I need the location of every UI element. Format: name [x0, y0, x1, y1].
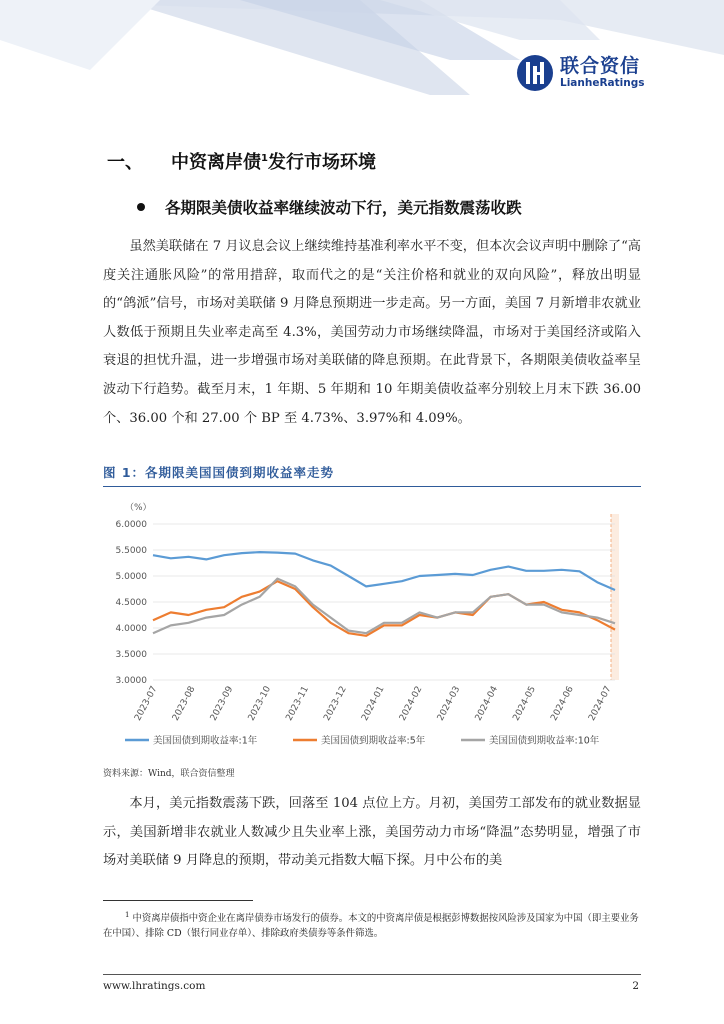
footer-rule: [103, 974, 641, 975]
x-tick-label: 2024-06: [549, 684, 576, 723]
y-tick-label: 4.0000: [115, 624, 147, 634]
y-tick-label: 5.5000: [115, 546, 147, 556]
figure-source: 资料来源：Wind，联合资信整理: [103, 769, 235, 779]
paragraph-text: 虽然美联储在 7 月议息会议上继续维持基准利率水平不变，但本次会议声明中删除了“高度关注通胀风险”的常用措辞，取而代之的是“关注价格和就业的双向风险”，释放出明显的“鸽派”信号，市场对美联储 9 月降息预期进一步走高。另一方面，美国 7 月新增非农就业人数低于预期且失业率走高至 4.3%，美国劳动力市场继续降温，市场对于美国经济或陷入衰退的担忧升温，进一步增强市场对美联储的降息预期。在此背景下，各期限美债收益率呈波动下行趋势。截至月末，1 年期、5 年期和 10 年期美债收益率分别较上月末下跌 36.00 个、36.00 个和 27.00 个 BP 至 4.73%、3.97%和 4.09%。: [103, 239, 641, 426]
x-tick-label: 2023-07: [133, 684, 160, 723]
legend-label-1: 美国国债到期收益率:1年: [153, 735, 258, 747]
x-tick-label: 2023-11: [284, 684, 311, 723]
y-tick-label: 6.0000: [115, 520, 147, 530]
footnote: [103, 908, 641, 941]
y-axis-label: （%）: [125, 503, 152, 513]
section-number: 一、: [107, 152, 143, 173]
footnote-rule: [103, 900, 253, 901]
section-title: 中资离岸债: [171, 152, 261, 173]
x-tick-label: 2024-01: [360, 684, 387, 723]
yield-line-chart: [103, 492, 641, 752]
figure-title-rule: [103, 486, 641, 487]
bullet-icon: [137, 203, 145, 211]
subsection-heading: [137, 196, 522, 218]
x-tick-label: 2023-12: [322, 684, 349, 723]
y-tick-label: 5.0000: [115, 572, 147, 582]
body-paragraph-2: [103, 790, 641, 876]
series-line-1: [153, 552, 615, 590]
footnote-mark: 1: [125, 911, 130, 919]
y-tick-label: 3.0000: [115, 676, 147, 686]
highlight-band: [611, 514, 619, 680]
x-tick-label: 2024-05: [511, 684, 538, 723]
x-tick-label: 2024-02: [397, 684, 425, 723]
company-logo: [516, 54, 644, 92]
logo-chinese-name: 联合资信: [560, 55, 641, 77]
x-tick-label: 2023-08: [170, 684, 198, 723]
x-tick-label: 2024-03: [435, 684, 463, 723]
body-paragraph-1: [103, 233, 641, 433]
logo-mark-icon: [516, 54, 554, 92]
logo-english-name: LianheRatings: [560, 77, 645, 89]
y-tick-label: 3.5000: [115, 650, 147, 660]
subsection-title: 各期限美债收益率继续波动下行，美元指数震荡收跌: [165, 199, 522, 217]
footnote-ref[interactable]: 1: [261, 153, 268, 164]
footnote-text: 中资离岸债指中资企业在离岸债券市场发行的债券。本文的中资离岸债是根据彭博数据按风险涉及国家为中国（即主要业务在中国）、排除 CD（银行同业存单）、排除政府类债券等条件筛选。: [103, 913, 639, 940]
footer-url[interactable]: www.lhratings.com: [103, 980, 206, 992]
legend-label-2: 美国国债到期收益率:5年: [321, 735, 426, 747]
figure-title: 图 1：各期限美国国债到期收益率走势: [103, 465, 335, 480]
x-tick-label: 2024-04: [473, 684, 501, 723]
x-tick-label: 2023-10: [246, 684, 274, 723]
section-heading: [107, 148, 376, 174]
page-number: 2: [632, 980, 639, 992]
x-tick-label: 2023-09: [208, 684, 236, 723]
legend-label-3: 美国国债到期收益率:10年: [489, 735, 600, 747]
paragraph-text: 本月，美元指数震荡下跌，回落至 104 点位上方。月初，美国劳工部发布的就业数据显示，美国新增非农就业人数减少且失业率上涨，美国劳动力市场“降温”态势明显，增强了市场对美联储 9 月降息的预期，带动美元指数大幅下探。月中公布的美: [103, 796, 641, 869]
y-tick-label: 4.5000: [115, 598, 147, 608]
x-tick-label: 2024-07: [587, 684, 614, 723]
section-title-rest: 发行市场环境: [267, 152, 376, 173]
